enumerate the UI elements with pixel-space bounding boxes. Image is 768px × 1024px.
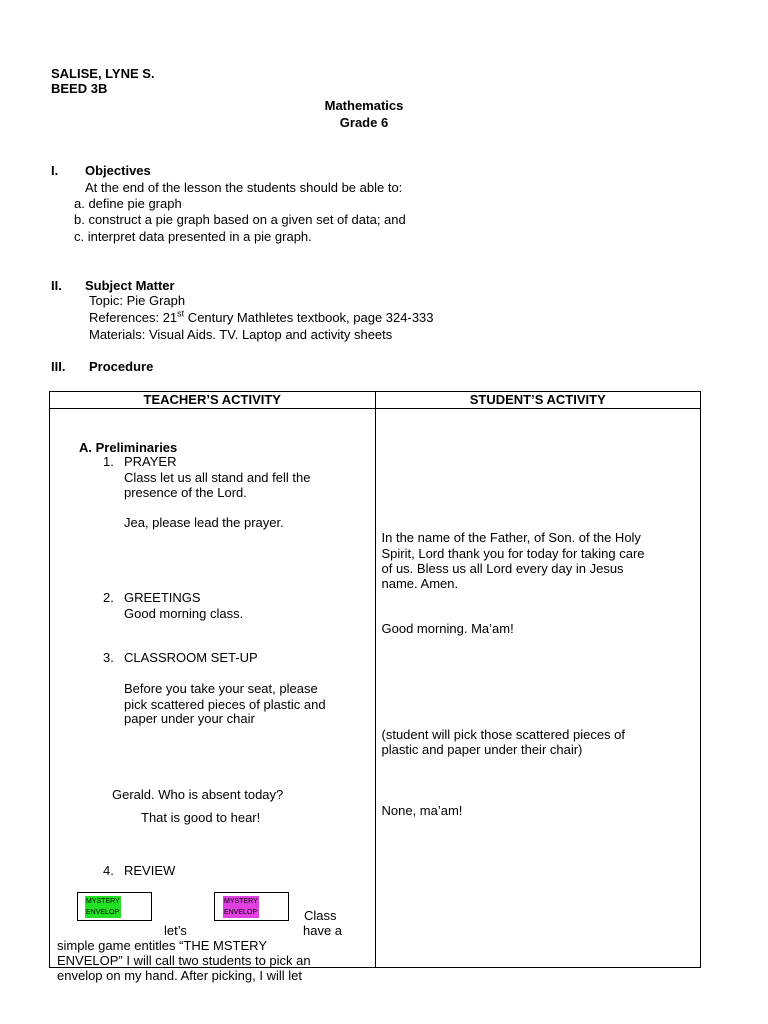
teacher-text: pick scattered pieces of plastic and [124,697,326,712]
objectives-heading: Objectives [85,163,151,178]
teacher-text: Gerald. Who is absent today? [112,787,284,802]
grade-title: Grade 6 [339,115,389,130]
student-text: plastic and paper under their chair) [381,742,583,757]
subject-title: Mathematics [324,98,404,113]
mystery-envelop-card-1[interactable] [77,892,152,921]
student-activity-header: STUDENT’S ACTIVITY [375,392,701,409]
references-line: References: 21st Century Mathletes textbook, page 324-333 [89,308,434,325]
teacher-text: Class [304,908,337,923]
objectives-numeral: I. [51,163,59,178]
teacher-activity-cell [50,409,376,983]
step-number: 1. [103,454,114,469]
prayer-title: PRAYER [124,454,177,469]
student-text: name. Amen. [381,576,459,591]
topic-line: Topic: Pie Graph [89,293,186,308]
teacher-text: presence of the Lord. [124,485,247,500]
procedure-table [49,391,701,983]
subject-matter-heading: Subject Matter [85,278,175,293]
teacher-text: have a [303,923,343,938]
preliminaries-heading: A. Preliminaries [79,440,178,455]
teacher-text: paper under your chair [124,711,255,726]
step-number: 2. [103,590,114,605]
procedure-heading: Procedure [89,359,154,374]
student-text: Good morning. Ma’am! [381,621,514,636]
materials-line: Materials: Visual Aids. TV. Laptop and activity sheets [89,327,393,342]
student-text: (student will pick those scattered pieces of [381,727,626,742]
objective-item: a. define pie graph [74,196,182,211]
teacher-text: ENVELOP” I will call two students to pick an [57,953,311,968]
envelop-label: MYSTERY ENVELOP [86,898,120,916]
step-number: 4. [103,863,114,878]
envelop-label: MYSTERY ENVELOP [224,898,258,916]
student-text: of us. Bless us all Lord every day in Jesus [381,561,624,576]
teacher-text: Good morning class. [124,606,244,621]
objective-item: b. construct a pie graph based on a given set of data; and [74,212,406,227]
subject-matter-numeral: II. [51,278,62,293]
teacher-text: let’s [164,923,187,938]
objective-item: c. interpret data presented in a pie graph. [74,229,312,244]
procedure-numeral: III. [51,359,66,374]
teacher-activity-header: TEACHER’S ACTIVITY [50,392,376,409]
mystery-envelop-card-2[interactable] [214,892,289,921]
teacher-text: envelop on my hand. After picking, I will let [57,968,302,983]
student-text: None, ma’am! [381,803,463,818]
step-number: 3. [103,650,114,665]
student-text: Spirit, Lord thank you for today for taking care [381,546,645,561]
teacher-text: Jea, please lead the prayer. [124,515,284,530]
student-section: BEED 3B [51,81,108,96]
student-name: SALISE, LYNE S. [51,66,155,81]
teacher-text: That is good to hear! [141,810,261,825]
teacher-text: simple game entitles “THE MSTERY [57,938,267,953]
review-title: REVIEW [124,863,176,878]
classroom-setup-title: CLASSROOM SET-UP [124,650,258,665]
student-activity-cell [375,409,701,968]
teacher-text: Class let us all stand and fell the [124,470,311,485]
student-text: In the name of the Father, of Son. of the Holy [381,530,641,545]
objectives-intro: At the end of the lesson the students should be able to: [85,180,403,195]
greetings-title: GREETINGS [124,590,201,605]
teacher-text: Before you take your seat, please [124,681,318,696]
